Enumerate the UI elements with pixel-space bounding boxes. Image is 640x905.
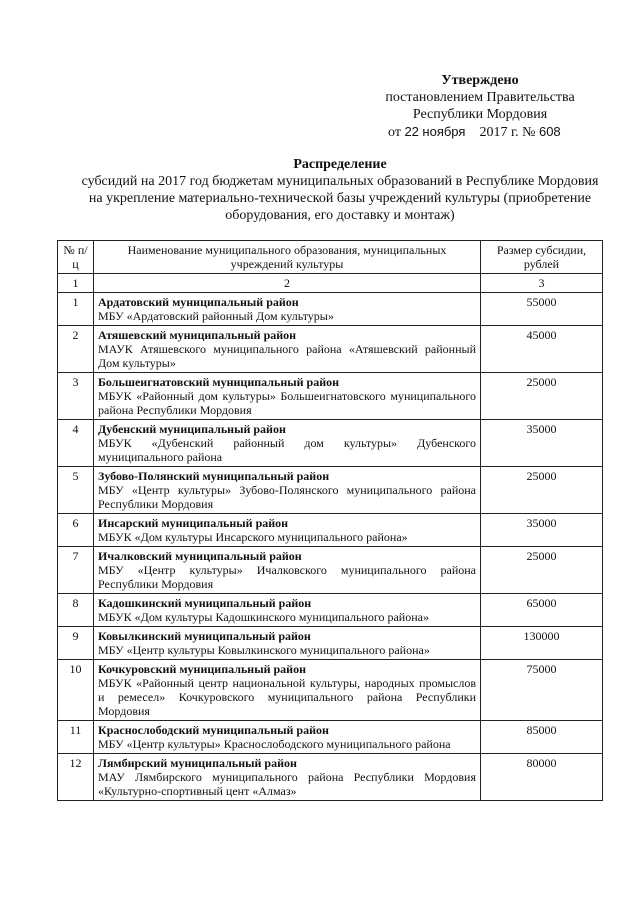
number-sign: № bbox=[522, 125, 536, 140]
approval-block bbox=[360, 72, 600, 141]
institution-name: МБУ «Ардатовский районный Дом культуры» bbox=[98, 309, 334, 323]
table-row bbox=[58, 627, 603, 660]
index-cell: 3 bbox=[481, 274, 603, 293]
subsidy-amount: 25000 bbox=[481, 467, 603, 514]
institution-name: МАУ Лямбирского муниципального района Республики Мордовия «Культурно-спортивный цент «Алмаз» bbox=[98, 770, 476, 798]
district-name: Ичалковский муниципальный район bbox=[98, 549, 302, 563]
district-name: Краснослободский муниципальный район bbox=[98, 723, 329, 737]
institution-name: МБУК «Дом культуры Инсарского муниципального района» bbox=[98, 530, 408, 544]
district-name: Атяшевский муниципальный район bbox=[98, 328, 297, 342]
table-row bbox=[58, 754, 603, 801]
subsidy-amount: 130000 bbox=[481, 627, 603, 660]
approval-title: Утверждено bbox=[441, 73, 519, 88]
approval-line-1: постановлением Правительства bbox=[385, 90, 575, 105]
district-name: Ардатовский муниципальный район bbox=[98, 295, 299, 309]
district-name: Инсарский муниципальный район bbox=[98, 516, 289, 530]
table-row bbox=[58, 326, 603, 373]
row-number: 1 bbox=[58, 293, 94, 326]
date-year: 2017 г. bbox=[479, 125, 519, 140]
date-prefix: от bbox=[388, 125, 401, 140]
district-name: Большеигнатовский муниципальный район bbox=[98, 375, 340, 389]
row-number: 7 bbox=[58, 547, 94, 594]
header-amount: Размер субсидии, рублей bbox=[481, 241, 603, 274]
institution-name: МБУК «Дубенский районный дом культуры» Дубенского муниципального района bbox=[98, 436, 476, 464]
approval-line-2: Республики Мордовия bbox=[412, 107, 548, 122]
subsidy-amount: 85000 bbox=[481, 721, 603, 754]
row-name-cell bbox=[94, 660, 481, 721]
header-number: № п/ц bbox=[58, 241, 94, 274]
row-name-cell bbox=[94, 420, 481, 467]
table-index-row bbox=[58, 274, 603, 293]
subsidy-amount: 75000 bbox=[481, 660, 603, 721]
table-row bbox=[58, 467, 603, 514]
index-cell: 2 bbox=[94, 274, 481, 293]
row-name-cell bbox=[94, 754, 481, 801]
row-name-cell bbox=[94, 547, 481, 594]
row-name-cell bbox=[94, 627, 481, 660]
table-row bbox=[58, 594, 603, 627]
date-day: 22 bbox=[404, 124, 419, 139]
approval-date-line bbox=[360, 123, 600, 141]
subsidy-amount: 65000 bbox=[481, 594, 603, 627]
row-name-cell bbox=[94, 326, 481, 373]
district-name: Ковылкинский муниципальный район bbox=[98, 629, 311, 643]
row-name-cell bbox=[94, 467, 481, 514]
row-name-cell bbox=[94, 293, 481, 326]
subsidy-amount: 80000 bbox=[481, 754, 603, 801]
row-number: 12 bbox=[58, 754, 94, 801]
row-number: 9 bbox=[58, 627, 94, 660]
table-row bbox=[58, 721, 603, 754]
row-number: 2 bbox=[58, 326, 94, 373]
row-name-cell bbox=[94, 594, 481, 627]
subsidy-amount: 25000 bbox=[481, 547, 603, 594]
table-header-row bbox=[58, 241, 603, 274]
table-row bbox=[58, 373, 603, 420]
row-name-cell bbox=[94, 721, 481, 754]
row-number: 3 bbox=[58, 373, 94, 420]
subsidy-amount: 35000 bbox=[481, 420, 603, 467]
row-number: 10 bbox=[58, 660, 94, 721]
table-row bbox=[58, 293, 603, 326]
subsidy-amount: 45000 bbox=[481, 326, 603, 373]
institution-name: МБУ «Центр культуры» Зубово-Полянского муниципального района Республики Мордовия bbox=[98, 483, 476, 511]
table-body bbox=[58, 293, 603, 801]
decree-number: 608 bbox=[538, 124, 561, 139]
subsidy-table bbox=[57, 240, 603, 801]
institution-name: МБУ «Центр культуры» Ичалковского муниципального района Республики Мордовия bbox=[98, 563, 476, 591]
institution-name: МАУК Атяшевского муниципального района «Атяшевский районный Дом культуры» bbox=[98, 342, 476, 370]
subsidy-amount: 55000 bbox=[481, 293, 603, 326]
subsidy-amount: 25000 bbox=[481, 373, 603, 420]
table-row bbox=[58, 514, 603, 547]
row-number: 4 bbox=[58, 420, 94, 467]
district-name: Дубенский муниципальный район bbox=[98, 422, 286, 436]
table-row bbox=[58, 420, 603, 467]
document-heading bbox=[80, 156, 600, 224]
header-name: Наименование муниципального образования, муниципальных учреждений культуры bbox=[94, 241, 481, 274]
table-row bbox=[58, 547, 603, 594]
row-number: 6 bbox=[58, 514, 94, 547]
row-name-cell bbox=[94, 514, 481, 547]
index-cell: 1 bbox=[58, 274, 94, 293]
table-row bbox=[58, 660, 603, 721]
row-number: 11 bbox=[58, 721, 94, 754]
district-name: Лямбирский муниципальный район bbox=[98, 756, 297, 770]
institution-name: МБУ «Центр культуры Ковылкинского муниципального района» bbox=[98, 643, 430, 657]
row-name-cell bbox=[94, 373, 481, 420]
row-number: 8 bbox=[58, 594, 94, 627]
institution-name: МБУК «Районный дом культуры» Большеигнатовского муниципального района Республики Мордовия bbox=[98, 389, 476, 417]
document-title: Распределение bbox=[293, 157, 387, 172]
district-name: Зубово-Полянский муниципальный район bbox=[98, 469, 330, 483]
district-name: Кочкуровский муниципальный район bbox=[98, 662, 307, 676]
institution-name: МБУ «Центр культуры» Краснослободского муниципального района bbox=[98, 737, 451, 751]
row-number: 5 bbox=[58, 467, 94, 514]
date-month: ноября bbox=[422, 124, 466, 139]
institution-name: МБУК «Дом культуры Кадошкинского муниципального района» bbox=[98, 610, 429, 624]
institution-name: МБУК «Районный центр национальной культуры, народных промыслов и ремесел» Кочкуровского муниципального района Республики Мордовия bbox=[98, 676, 476, 718]
subsidy-amount: 35000 bbox=[481, 514, 603, 547]
document-subtitle: субсидий на 2017 год бюджетам муниципальных образований в Республике Мордовия на укрепление материально-технической базы учреждений культуры (приобретение оборудования, его доставку и монтаж) bbox=[81, 174, 599, 223]
district-name: Кадошкинский муниципальный район bbox=[98, 596, 312, 610]
